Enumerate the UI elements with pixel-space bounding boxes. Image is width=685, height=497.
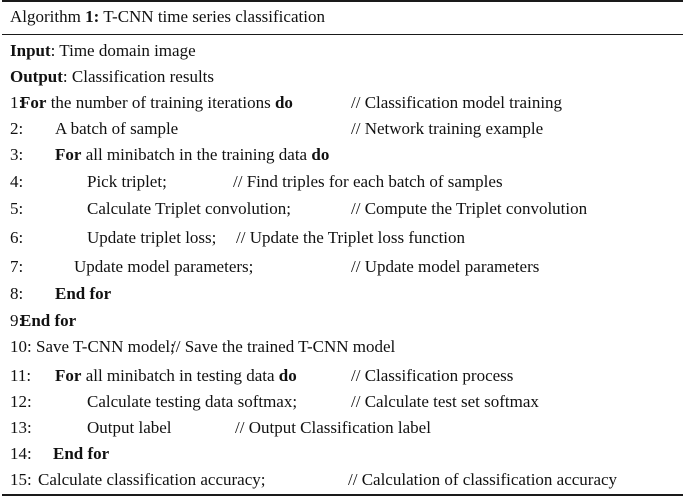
line-number: 4: bbox=[10, 172, 24, 191]
line-comment: // Classification model training bbox=[351, 93, 563, 112]
top-rule bbox=[2, 0, 683, 2]
line-code bbox=[38, 469, 266, 491]
keyword: do bbox=[278, 366, 297, 385]
input-line-text bbox=[10, 40, 196, 62]
code-text: Pick triplet; bbox=[87, 172, 167, 191]
code-text: Save T-CNN model; bbox=[36, 337, 175, 356]
line-number: 15: bbox=[10, 470, 32, 489]
line-number: 12: bbox=[10, 392, 32, 411]
line-comment: // Update model parameters bbox=[351, 257, 540, 276]
line-code bbox=[55, 144, 329, 166]
line-number: 11: bbox=[10, 366, 32, 385]
code-text: Calculate testing data softmax; bbox=[87, 392, 298, 411]
keyword: do bbox=[311, 145, 330, 164]
code-text: the number of training iterations bbox=[46, 93, 275, 112]
line-code bbox=[87, 198, 291, 220]
keyword: For bbox=[55, 366, 82, 385]
line-code bbox=[53, 443, 109, 465]
line-comment: // Save the trained T-CNN model bbox=[171, 337, 396, 356]
code-text: Calculate Triplet convolution; bbox=[87, 199, 291, 218]
bottom-rule bbox=[2, 494, 683, 496]
header-rule bbox=[2, 34, 683, 35]
code-text: Update model parameters; bbox=[74, 257, 254, 276]
line-comment: // Calculate test set softmax bbox=[351, 392, 539, 411]
keyword: End for bbox=[20, 311, 77, 330]
line-number: 5: bbox=[10, 199, 24, 218]
line-code bbox=[74, 256, 253, 278]
algorithm-title bbox=[10, 6, 325, 28]
code-text: Update triplet loss; bbox=[87, 228, 217, 247]
line-comment: // Update the Triplet loss function bbox=[236, 228, 466, 247]
line-number: 9: bbox=[10, 311, 24, 330]
line-number: 7: bbox=[10, 257, 24, 276]
line-code bbox=[87, 391, 297, 413]
line-comment: // Network training example bbox=[351, 119, 544, 138]
line-number: 13: bbox=[10, 418, 32, 437]
keyword: For bbox=[20, 93, 47, 112]
title-prefix: Algorithm bbox=[10, 7, 86, 26]
output-line-text bbox=[10, 66, 214, 88]
line-code bbox=[55, 118, 178, 140]
line-comment: // Output Classification label bbox=[235, 418, 431, 437]
code-text: Calculate classification accuracy; bbox=[38, 470, 266, 489]
line-code bbox=[36, 336, 175, 358]
line-comment: // Classification process bbox=[351, 366, 514, 385]
line-number: 3: bbox=[10, 145, 24, 164]
code-text: Output label bbox=[87, 418, 172, 437]
line-code bbox=[87, 227, 216, 249]
line-number: 1: bbox=[10, 93, 24, 112]
line-comment: // Compute the Triplet convolution bbox=[351, 199, 588, 218]
output-label: Output bbox=[10, 67, 63, 86]
input-label: Input bbox=[10, 41, 51, 60]
code-text: all minibatch in the training data bbox=[81, 145, 312, 164]
code-text: all minibatch in testing data bbox=[81, 366, 279, 385]
algorithm-box bbox=[2, 0, 683, 496]
line-number: 8: bbox=[10, 284, 24, 303]
line-number: 14: bbox=[10, 444, 32, 463]
line-comment: // Calculation of classification accuracy bbox=[348, 470, 618, 489]
keyword: End for bbox=[53, 444, 110, 463]
keyword: do bbox=[274, 93, 293, 112]
input-text: : Time domain image bbox=[50, 41, 196, 60]
code-text: A batch of sample bbox=[55, 119, 179, 138]
line-number: 2: bbox=[10, 119, 24, 138]
title-text: T-CNN time series classification bbox=[99, 7, 325, 26]
line-code bbox=[55, 365, 297, 387]
line-code bbox=[87, 417, 172, 439]
line-code bbox=[20, 310, 76, 332]
output-text: : Classification results bbox=[62, 67, 215, 86]
line-code bbox=[87, 171, 167, 193]
line-number: 10: bbox=[10, 337, 32, 356]
keyword: End for bbox=[55, 284, 112, 303]
line-code bbox=[20, 92, 293, 114]
line-code bbox=[55, 283, 111, 305]
keyword: For bbox=[55, 145, 82, 164]
line-number: 6: bbox=[10, 228, 24, 247]
line-comment: // Find triples for each batch of samples bbox=[233, 172, 503, 191]
title-number: 1: bbox=[85, 7, 100, 26]
